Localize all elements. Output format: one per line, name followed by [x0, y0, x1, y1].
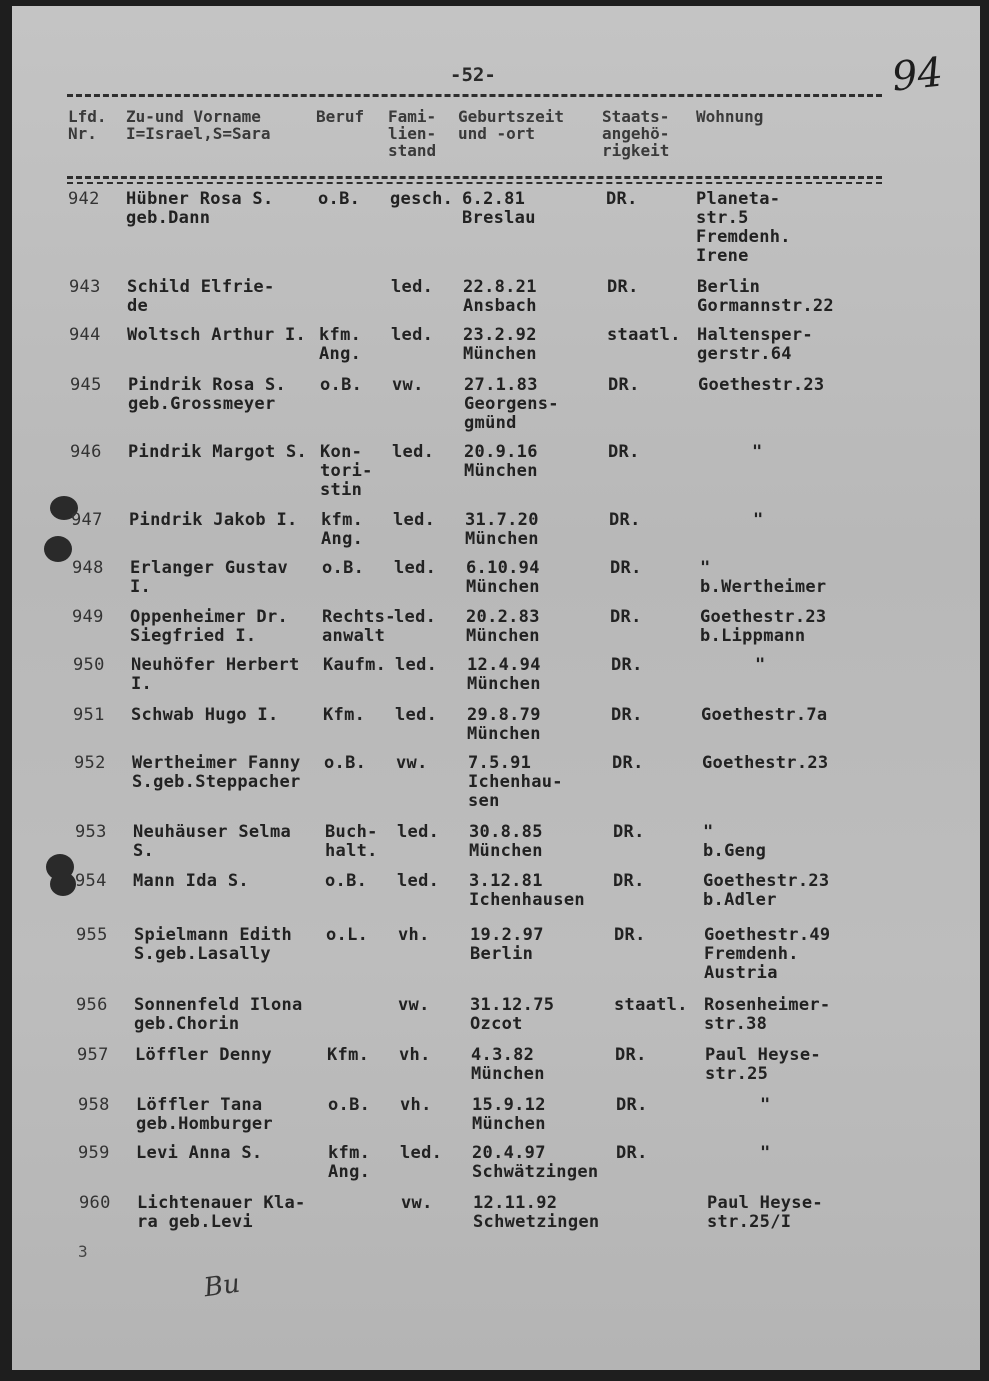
row-staatsangehoerigkeit: DR.: [616, 1095, 648, 1115]
row-wohnung: " b.Wertheimer: [700, 558, 827, 597]
row-familienstand: led.: [391, 325, 434, 345]
row-name: Löffler Tana geb.Homburger: [136, 1095, 273, 1134]
stain-mark: [44, 536, 72, 562]
row-familienstand: led.: [393, 510, 436, 530]
row-familienstand: led.: [400, 1143, 443, 1163]
row-wohnung: " b.Geng: [703, 822, 767, 861]
row-staatsangehoerigkeit: DR.: [615, 1045, 647, 1065]
row-staatsangehoerigkeit: DR.: [609, 510, 641, 530]
row-geburt: 20.9.16 München: [464, 442, 538, 481]
row-number: 952: [74, 753, 106, 773]
row-familienstand: vw.: [398, 995, 430, 1015]
row-number: 960: [79, 1193, 111, 1213]
row-beruf: o.B.: [325, 871, 368, 891]
row-beruf: o.L.: [326, 925, 369, 945]
row-name: Erlanger Gustav I.: [130, 558, 289, 597]
header-wohnung: Wohnung: [696, 107, 764, 126]
row-geburt: 20.4.97 Schwätzingen: [472, 1143, 599, 1182]
row-wohnung: Goethestr.23 b.Lippmann: [700, 607, 827, 646]
row-number: 958: [78, 1095, 110, 1115]
row-beruf: kfm. Ang.: [321, 510, 364, 549]
row-geburt: 6.2.81 Breslau: [462, 189, 536, 228]
row-wohnung: Goethestr.7a: [701, 705, 828, 725]
row-staatsangehoerigkeit: staatl.: [607, 325, 681, 345]
page-number: -52-: [450, 64, 496, 86]
header-bottom-rule: [67, 176, 882, 179]
row-geburt: 27.1.83 Georgens- gmünd: [464, 375, 559, 433]
row-familienstand: led.: [395, 705, 438, 725]
row-familienstand: led.: [395, 655, 438, 675]
row-name: Neuhäuser Selma S.: [133, 822, 292, 861]
row-name: Pindrik Jakob I.: [129, 510, 298, 530]
row-staatsangehoerigkeit: DR.: [612, 753, 644, 773]
row-wohnung: ": [755, 655, 766, 675]
row-beruf: kfm. Ang.: [328, 1143, 371, 1182]
row-number: 957: [77, 1045, 109, 1065]
row-staatsangehoerigkeit: DR.: [611, 705, 643, 725]
row-familienstand: led.: [391, 277, 434, 297]
row-geburt: 12.4.94 München: [467, 655, 541, 694]
header-lfd: Lfd. Nr.: [68, 107, 107, 143]
row-wohnung: ": [753, 510, 764, 530]
row-number: 944: [69, 325, 101, 345]
row-geburt: 12.11.92 Schwetzingen: [473, 1193, 600, 1232]
row-number: 942: [68, 189, 100, 209]
row-number: 947: [71, 510, 103, 530]
row-staatsangehoerigkeit: DR.: [607, 277, 639, 297]
margin-mark: 3: [78, 1242, 88, 1261]
row-name: Hübner Rosa S. geb.Dann: [126, 189, 274, 228]
row-familienstand: vw.: [401, 1193, 433, 1213]
row-beruf: Buch- halt.: [325, 822, 378, 861]
row-staatsangehoerigkeit: DR.: [608, 375, 640, 395]
row-beruf: o.B.: [322, 558, 365, 578]
row-wohnung: Goethestr.23 b.Adler: [703, 871, 830, 910]
row-beruf: o.B.: [328, 1095, 371, 1115]
handwritten-initials: Bu: [202, 1268, 242, 1304]
row-familienstand: led.: [397, 822, 440, 842]
row-number: 945: [70, 375, 102, 395]
row-geburt: 6.10.94 München: [466, 558, 540, 597]
row-number: 956: [76, 995, 108, 1015]
row-geburt: 22.8.21 Ansbach: [463, 277, 537, 316]
row-number: 955: [76, 925, 108, 945]
row-name: Neuhöfer Herbert I.: [131, 655, 300, 694]
row-number: 954: [75, 871, 107, 891]
row-number: 943: [69, 277, 101, 297]
row-wohnung: Goethestr.23: [702, 753, 829, 773]
row-wohnung: ": [760, 1095, 771, 1115]
row-name: Schild Elfrie- de: [127, 277, 275, 316]
document-page: [12, 6, 980, 1370]
row-name: Schwab Hugo I.: [131, 705, 279, 725]
header-geburt: Geburtszeit und -ort: [458, 107, 564, 143]
row-geburt: 23.2.92 München: [463, 325, 537, 364]
row-geburt: 31.7.20 München: [465, 510, 539, 549]
row-familienstand: vw.: [396, 753, 428, 773]
row-name: Pindrik Margot S.: [128, 442, 308, 462]
row-familienstand: gesch.: [390, 189, 454, 209]
row-name: Mann Ida S.: [133, 871, 249, 891]
header-top-rule: [67, 94, 882, 97]
header-beruf: Beruf: [316, 107, 365, 126]
row-wohnung: ": [760, 1143, 771, 1163]
row-number: 950: [73, 655, 105, 675]
row-staatsangehoerigkeit: DR.: [610, 558, 642, 578]
row-name: Wertheimer Fanny S.geb.Steppacher: [132, 753, 301, 792]
row-geburt: 20.2.83 München: [466, 607, 540, 646]
row-number: 949: [72, 607, 104, 627]
row-wohnung: Berlin Gormannstr.22: [697, 277, 834, 316]
row-beruf: Rechts- anwalt: [322, 607, 396, 646]
row-geburt: 30.8.85 München: [469, 822, 543, 861]
row-beruf: Kon- tori- stin: [320, 442, 373, 500]
row-wohnung: Haltensper- gerstr.64: [697, 325, 813, 364]
row-wohnung: Paul Heyse- str.25: [705, 1045, 821, 1084]
row-staatsangehoerigkeit: DR.: [613, 871, 645, 891]
row-number: 959: [78, 1143, 110, 1163]
row-geburt: 29.8.79 München: [467, 705, 541, 744]
row-name: Lichtenauer Kla- ra geb.Levi: [137, 1193, 306, 1232]
row-geburt: 15.9.12 München: [472, 1095, 546, 1134]
row-familienstand: vh.: [399, 1045, 431, 1065]
row-name: Pindrik Rosa S. geb.Grossmeyer: [128, 375, 287, 414]
row-name: Oppenheimer Dr. Siegfried I.: [130, 607, 289, 646]
row-number: 951: [73, 705, 105, 725]
row-geburt: 3.12.81 Ichenhausen: [469, 871, 585, 910]
row-staatsangehoerigkeit: DR.: [608, 442, 640, 462]
row-staatsangehoerigkeit: DR.: [616, 1143, 648, 1163]
row-wohnung: Planeta- str.5 Fremdenh. Irene: [696, 189, 791, 266]
row-geburt: 31.12.75 Ozcot: [470, 995, 555, 1034]
row-beruf: o.B.: [324, 753, 367, 773]
row-beruf: Kaufm.: [323, 655, 387, 675]
row-familienstand: vh.: [398, 925, 430, 945]
header-staat: Staats- angehö- rigkeit: [602, 107, 670, 160]
row-familienstand: led.: [394, 558, 437, 578]
stain-mark: [50, 872, 76, 896]
row-geburt: 19.2.97 Berlin: [470, 925, 544, 964]
row-familienstand: vw.: [392, 375, 424, 395]
row-beruf: kfm. Ang.: [319, 325, 362, 364]
row-staatsangehoerigkeit: DR.: [610, 607, 642, 627]
row-wohnung: Goethestr.23: [698, 375, 825, 395]
row-familienstand: led.: [394, 607, 437, 627]
row-geburt: 7.5.91 Ichenhau- sen: [468, 753, 563, 811]
row-familienstand: led.: [397, 871, 440, 891]
row-number: 948: [72, 558, 104, 578]
row-wohnung: ": [752, 442, 763, 462]
row-familienstand: vh.: [400, 1095, 432, 1115]
row-geburt: 4.3.82 München: [471, 1045, 545, 1084]
row-staatsangehoerigkeit: DR.: [614, 925, 646, 945]
archive-page-mark: 94: [889, 49, 946, 101]
row-staatsangehoerigkeit: staatl.: [614, 995, 688, 1015]
row-staatsangehoerigkeit: DR.: [613, 822, 645, 842]
header-name: Zu-und Vorname I=Israel,S=Sara: [126, 107, 271, 143]
row-number: 953: [75, 822, 107, 842]
row-wohnung: Rosenheimer- str.38: [704, 995, 831, 1034]
row-familienstand: led.: [392, 442, 435, 462]
row-wohnung: Goethestr.49 Fremdenh. Austria: [704, 925, 831, 983]
row-name: Löffler Denny: [135, 1045, 272, 1065]
row-name: Levi Anna S.: [136, 1143, 263, 1163]
row-beruf: o.B.: [318, 189, 361, 209]
row-beruf: Kfm.: [323, 705, 366, 725]
row-name: Woltsch Arthur I.: [127, 325, 307, 345]
row-wohnung: Paul Heyse- str.25/I: [707, 1193, 823, 1232]
row-staatsangehoerigkeit: DR.: [606, 189, 638, 209]
row-name: Sonnenfeld Ilona geb.Chorin: [134, 995, 303, 1034]
row-staatsangehoerigkeit: DR.: [611, 655, 643, 675]
row-beruf: o.B.: [320, 375, 363, 395]
header-bottom-rule: [67, 182, 882, 184]
header-familienstand: Fami- lien- stand: [388, 107, 437, 160]
row-number: 946: [70, 442, 102, 462]
row-beruf: Kfm.: [327, 1045, 370, 1065]
row-name: Spielmann Edith S.geb.Lasally: [134, 925, 293, 964]
